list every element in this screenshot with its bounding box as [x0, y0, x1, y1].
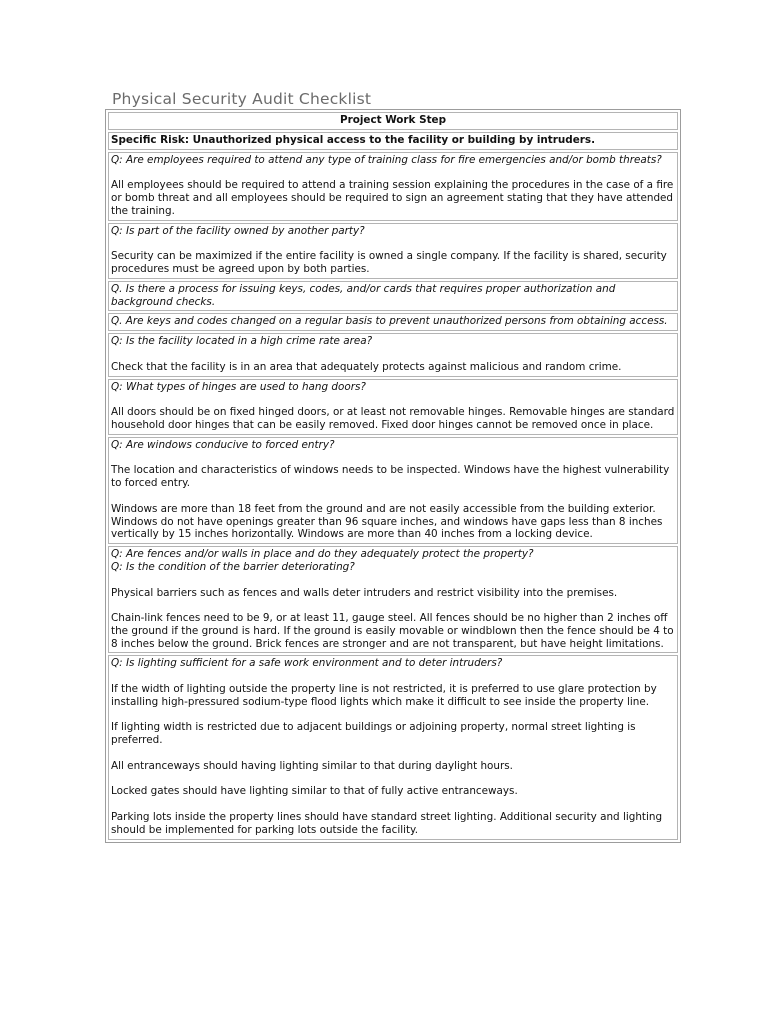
checklist-items	[108, 152, 678, 840]
answer-text: Windows are more than 18 feet from the ground and are not easily accessible from the building exterior. Windows do not have openings greater than 96 square inches, and windows have gaps less than 8 inches vertically by 15 inches horizontally. Windows are more than 40 inches from a locking device.	[111, 502, 663, 541]
document-title: Physical Security Audit Checklist	[112, 90, 372, 108]
answer-text: Physical barriers such as fences and walls deter intruders and restrict visibility into the premises.	[111, 586, 618, 599]
question-text: Q: Are fences and/or walls in place and do they adequately protect the property?	[111, 548, 534, 561]
answer-text: Check that the facility is in an area that adequately protects against malicious and random crime.	[111, 360, 622, 373]
answer-text: All entranceways should having lighting similar to that during daylight hours.	[111, 759, 513, 772]
checklist-row	[108, 379, 678, 435]
checklist-row	[108, 281, 678, 312]
specific-risk-row: Specific Risk: Unauthorized physical access to the facility or building by intruders.	[108, 132, 678, 150]
checklist-row	[108, 152, 678, 221]
question-text: Q: Is lighting sufficient for a safe work environment and to deter intruders?	[111, 657, 503, 670]
answer-text: Security can be maximized if the entire facility is owned a single company. If the facility is shared, security procedures must be agreed upon by both parties.	[111, 250, 667, 275]
checklist-row	[108, 333, 678, 376]
answer-text: All employees should be required to attend a training session explaining the procedures in the case of a fire or bomb threat and all employees should be required to sign an agreement stating that they have attended the training.	[111, 179, 674, 217]
checklist-row	[108, 437, 678, 544]
question-text: Q. Is there a process for issuing keys, codes, and/or cards that requires proper authorization and background checks.	[111, 282, 616, 308]
answer-text: The location and characteristics of windows needs to be inspected. Windows have the highest vulnerability to forced entry.	[111, 464, 670, 490]
question-text: Q. Are keys and codes changed on a regular basis to prevent unauthorized persons from obtaining access.	[111, 315, 668, 328]
answer-text: If lighting width is restricted due to adjacent buildings or adjoining property, normal street lighting is preferred.	[111, 721, 636, 747]
question-text: Q: Are windows conducive to forced entry?	[111, 438, 335, 451]
checklist-row	[108, 655, 678, 839]
answer-text: Chain-link fences need to be 9, or at least 11, gauge steel. All fences should be no higher than 2 inches off the ground if the ground is hard. If the ground is easily movable or windblown then the fence should be 4 to 8 inches below the ground. Brick fences are stronger and are not transparent, but have height limitations.	[111, 612, 674, 650]
question-text: Q: Is the condition of the barrier deteriorating?	[111, 560, 355, 573]
checklist-row	[108, 223, 678, 279]
answer-text: Locked gates should have lighting similar to that of fully active entranceways.	[111, 785, 518, 798]
table-header: Project Work Step	[108, 112, 678, 130]
checklist-table	[105, 109, 681, 843]
question-text: Q: Is the facility located in a high crime rate area?	[111, 335, 373, 348]
answer-text: Parking lots inside the property lines should have standard street lighting. Additional security and lighting should be implemented for parking lots outside the facility.	[111, 811, 663, 836]
answer-text: All doors should be on fixed hinged doors, or at least not removable hinges. Removable hinges are standard household door hinges that can be easily removed. Fixed door hinges cannot be removed once in place.	[111, 406, 675, 431]
question-text: Q: Are employees required to attend any type of training class for fire emergencies and/or bomb threats?	[111, 153, 662, 166]
question-text: Q: Is part of the facility owned by another party?	[111, 224, 365, 237]
question-text: Q: What types of hinges are used to hang doors?	[111, 380, 366, 393]
checklist-row	[108, 546, 678, 653]
answer-text: If the width of lighting outside the property line is not restricted, it is preferred to use glare protection by installing high-pressured sodium-type flood lights which make it difficult to see inside the property line.	[111, 683, 657, 708]
checklist-row	[108, 313, 678, 331]
